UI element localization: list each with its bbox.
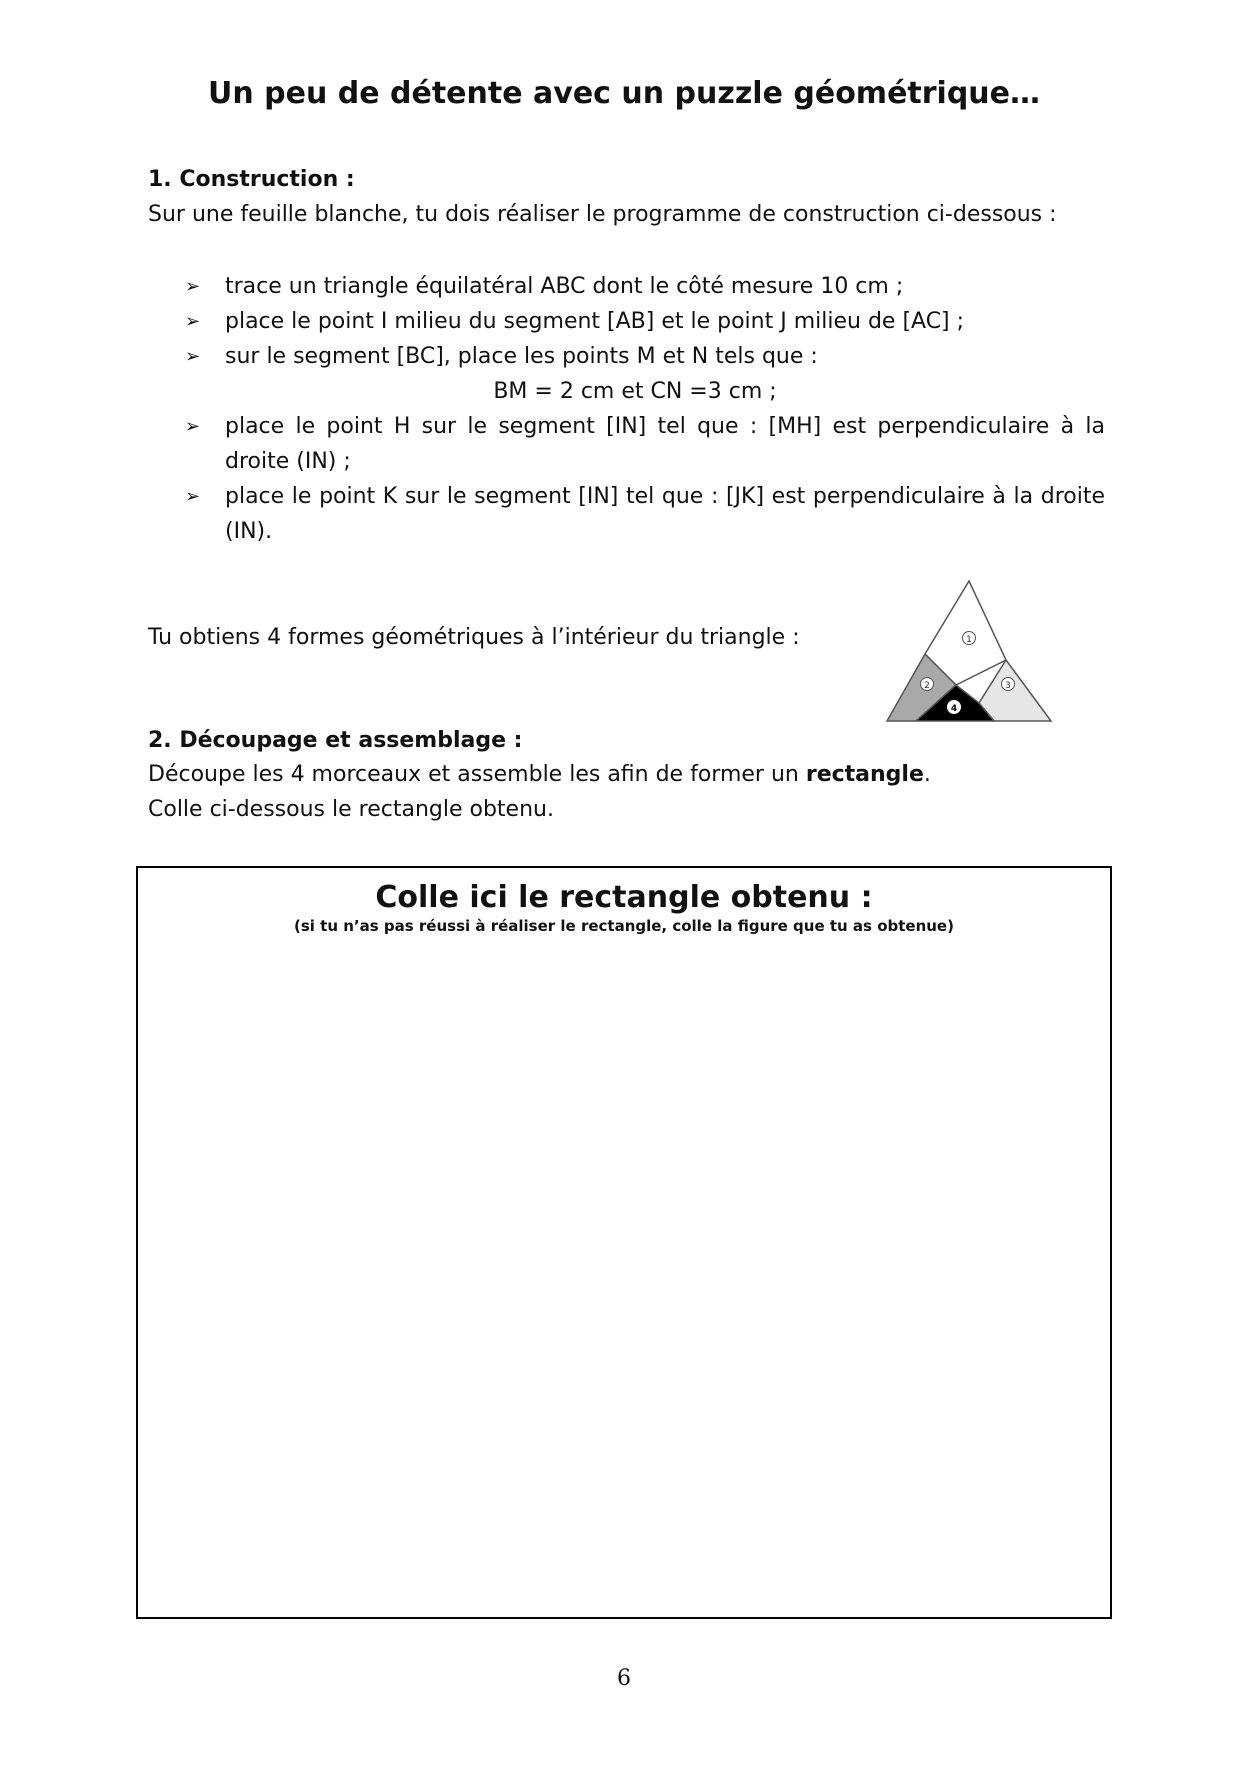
arrow-bullet-icon: ➢ bbox=[185, 311, 201, 332]
paste-box bbox=[136, 866, 1112, 1619]
arrow-bullet-icon: ➢ bbox=[185, 416, 201, 437]
instruction-bold-word: rectangle bbox=[805, 762, 924, 787]
step-text: place le point H sur le segment [IN] tel que : [MH] est perpendiculaire à la droite (IN) ; bbox=[225, 414, 1105, 474]
shapes-result-text: Tu obtiens 4 formes géométriques à l’intérieur du triangle : bbox=[148, 625, 800, 650]
arrow-bullet-icon: ➢ bbox=[185, 346, 201, 367]
puzzle-triangle-figure bbox=[884, 578, 1054, 728]
arrow-bullet-icon: ➢ bbox=[185, 276, 201, 297]
step-text: place le point I milieu du segment [AB] et le point J milieu de [AC] ; bbox=[225, 309, 965, 334]
decoupage-instruction bbox=[148, 757, 1104, 792]
arrow-bullet-icon: ➢ bbox=[185, 486, 201, 507]
piece-2-label: 2 bbox=[924, 681, 930, 691]
page-title: Un peu de détente avec un puzzle géométrique… bbox=[207, 76, 1041, 111]
step-text: sur le segment [BC], place les points M et N tels que : bbox=[225, 344, 818, 369]
piece-1-label: 1 bbox=[966, 635, 972, 645]
step-text: trace un triangle équilatéral ABC dont le côté mesure 10 cm ; bbox=[225, 274, 904, 299]
list-item bbox=[185, 304, 1105, 339]
paste-box-title: Colle ici le rectangle obtenu : bbox=[375, 880, 873, 915]
step-text: place le point K sur le segment [IN] tel que : [JK] est perpendiculaire à la droite (IN). bbox=[225, 484, 1105, 544]
piece-4-label: 4 bbox=[950, 704, 958, 714]
puzzle-piece-3 bbox=[979, 660, 1051, 721]
page-number: 6 bbox=[617, 1666, 631, 1691]
list-item bbox=[185, 269, 1105, 304]
piece-3-label: 3 bbox=[1005, 681, 1011, 691]
paste-box-note: (si tu n’as pas réussi à réaliser le rectangle, colle la figure que tu as obtenue) bbox=[294, 917, 954, 935]
construction-intro: Sur une feuille blanche, tu dois réaliser le programme de construction ci-dessous : bbox=[148, 202, 1057, 227]
instruction-text: Découpe les 4 morceaux et assemble les afin de former un bbox=[148, 762, 806, 787]
decoupage-instruction-2: Colle ci-dessous le rectangle obtenu. bbox=[148, 797, 554, 822]
step-formula: BM = 2 cm et CN =3 cm ; bbox=[493, 379, 777, 404]
section-heading-decoupage: 2. Découpage et assemblage : bbox=[148, 728, 523, 753]
construction-steps bbox=[185, 269, 1105, 549]
list-item bbox=[185, 479, 1105, 549]
section-heading-construction: 1. Construction : bbox=[148, 167, 355, 192]
list-item bbox=[185, 339, 1105, 409]
list-item bbox=[185, 409, 1105, 479]
instruction-punct: . bbox=[923, 762, 931, 787]
